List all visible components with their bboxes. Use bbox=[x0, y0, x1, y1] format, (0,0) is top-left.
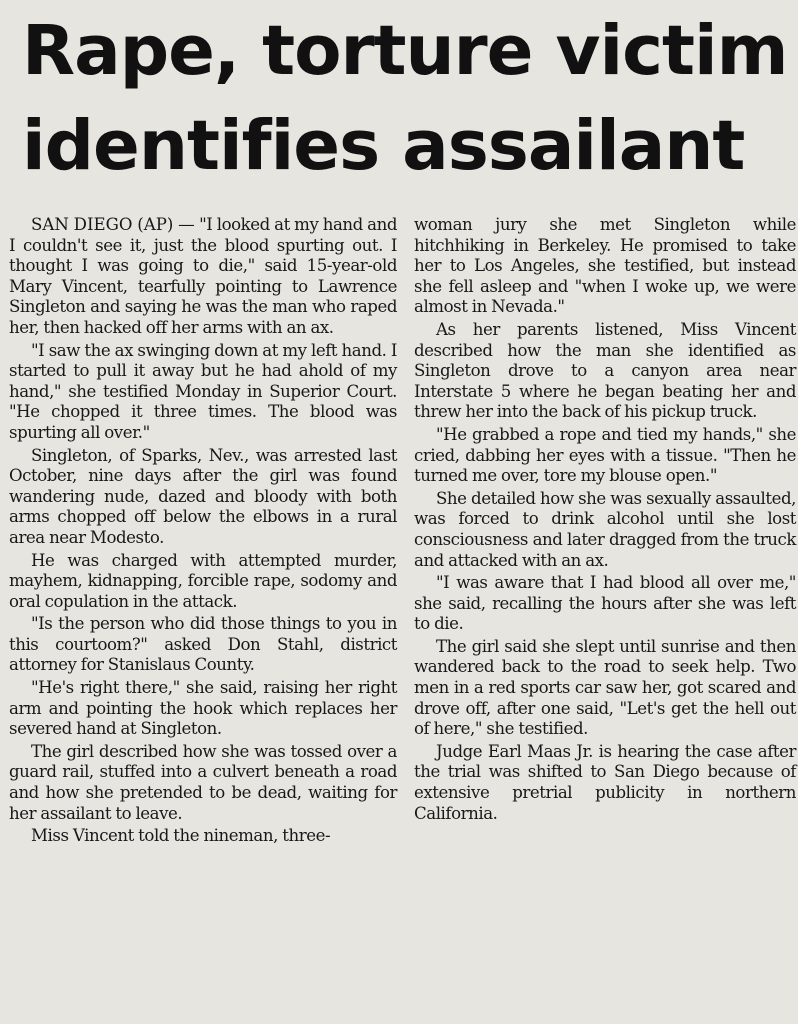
paragraph-left-2: "I saw the ax swinging down at my left hand. I started to pull it away but he had ahold of my hand," she testified Monday in Superior Court. "He chopped it three times. The blood was spurting all over." bbox=[9, 340, 397, 442]
paragraph-left-8: Miss Vincent told the nineman, three- bbox=[31, 826, 331, 846]
dateline: SAN DIEGO (AP) — bbox=[31, 215, 195, 234]
paragraph-right-1: woman jury she met Singleton while hitchhiking in Berkeley. He promised to take her to Los Angeles, she testified, but instead she fell asleep and "when I woke up, we were almost in Nevada." bbox=[414, 215, 796, 317]
paragraph-left-1 bbox=[9, 215, 397, 339]
paragraph-right-4: She detailed how she was sexually assaulted, was forced to drink alcohol until she lost consciousness and later dragged from the truck and attacked with an ax. bbox=[414, 488, 796, 570]
left-column bbox=[9, 215, 397, 849]
right-column bbox=[414, 215, 796, 826]
paragraph-left-4: He was charged with attempted murder, mayhem, kidnapping, forcible rape, sodomy and oral copulation in the attack. bbox=[9, 550, 397, 611]
paragraph-left-3: Singleton, of Sparks, Nev., was arrested last October, nine days after the girl was found wandering nude, dazed and bloody with both arms chopped off below the elbows in a rural area near Modesto. bbox=[9, 445, 397, 547]
headline-line-2: identifies assailant bbox=[22, 106, 745, 186]
paragraph-right-2: As her parents listened, Miss Vincent described how the man she identified as Singleton drove to a canyon area near Interstate 5 where he began beating her and threw her into the back of his pickup truck. bbox=[414, 319, 796, 422]
paragraph-left-7: The girl described how she was tossed over a guard rail, stuffed into a culvert beneath a road and how she pretended to be dead, waiting for her assailant to leave. bbox=[9, 741, 397, 823]
paragraph-left-5: "Is the person who did those things to you in this courtoom?" asked Don Stahl, district attorney for Stanislaus County. bbox=[9, 614, 397, 675]
paragraph-left-6: "He's right there," she said, raising her right arm and pointing the hook which replaces her severed hand at Singleton. bbox=[9, 678, 397, 739]
headline-line-1: Rape, torture victim bbox=[22, 11, 788, 91]
paragraph-right-7: Judge Earl Maas Jr. is hearing the case after the trial was shifted to San Diego because of extensive pretrial publicity in northern California. bbox=[414, 741, 796, 823]
paragraph-right-3: "He grabbed a rope and tied my hands," she cried, dabbing her eyes with a tissue. "Then he turned me over, tore my blouse open." bbox=[414, 424, 796, 486]
paragraph-right-5: "I was aware that I had blood all over me," she said, recalling the hours after she was left to die. bbox=[414, 573, 796, 634]
paragraph-left-1-text: "I looked at my hand and I couldn't see it, just the blood spurting out. I thought I was going to die," said 15-year-old Mary Vincent, tearfully pointing to Lawrence Singleton and saying he was the man who raped her, then hacked off her arms with an ax. bbox=[9, 215, 397, 337]
paragraph-right-6: The girl said she slept until sunrise and then wandered back to the road to seek help. Two men in a red sports car saw her, got scared and drove off, after one said, "Let's get the hell out of here," she testified. bbox=[414, 636, 796, 739]
headline bbox=[22, 4, 792, 194]
